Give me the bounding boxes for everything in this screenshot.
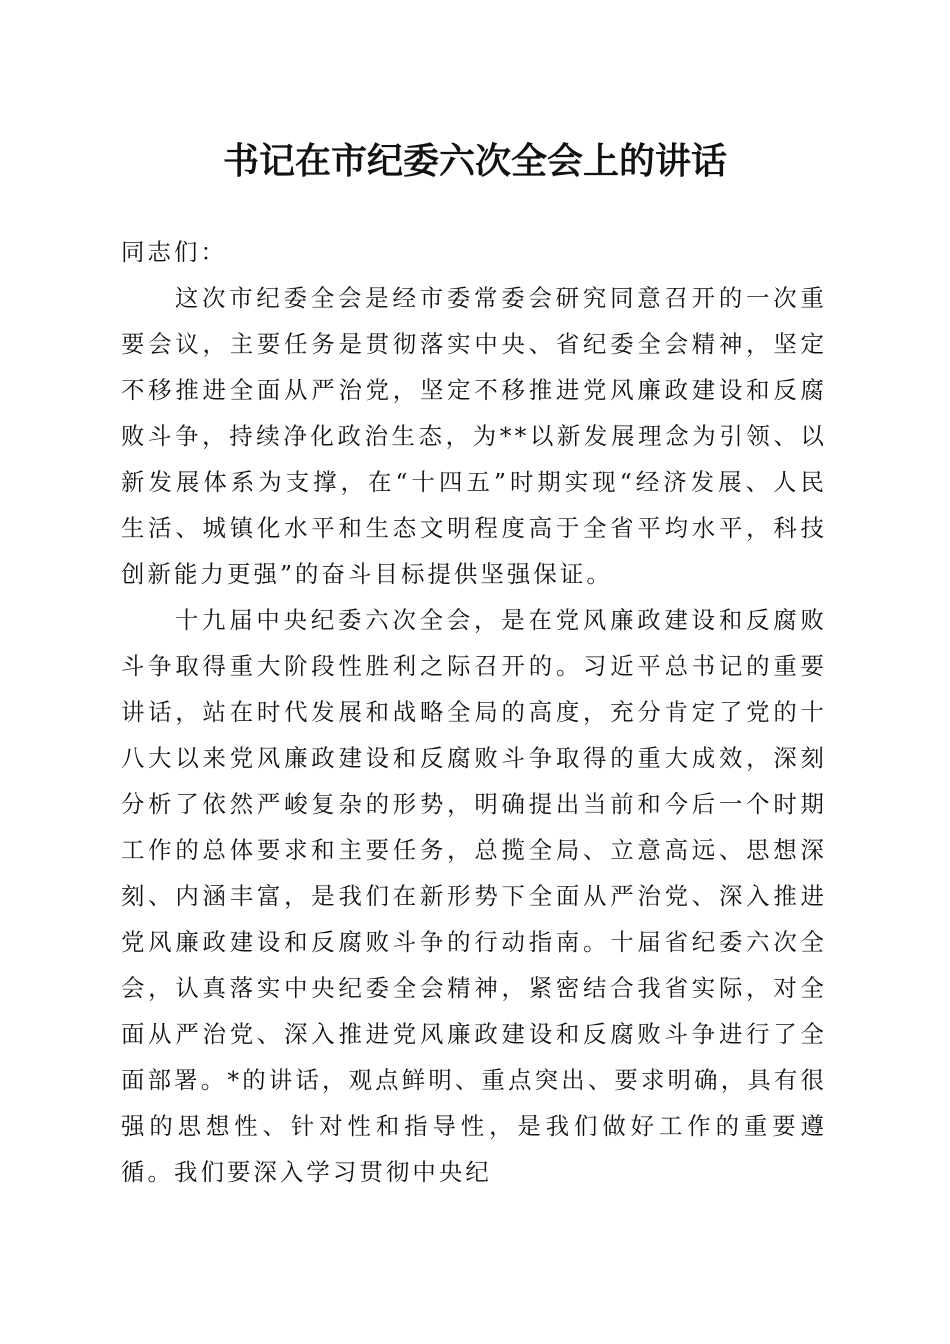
paragraph: 这次市纪委全会是经市委常委会研究同意召开的一次重要会议，主要任务是贯彻落实中央、省纪委全会精神，坚定不移推进全面从严治党，坚定不移推进党风廉政建设和反腐败斗争，持续净化政治生态，为**以新发展理念为引领、以新发展体系为支撑，在“十四五”时期实现“经济发展、人民生活、城镇化水平和生态文明程度高于全省平均水平，科技创新能力更强”的奋斗目标提供坚强保证。 xyxy=(121,284,827,588)
paragraph: 十九届中央纪委六次全会，是在党风廉政建设和反腐败斗争取得重大阶段性胜利之际召开的。习近平总书记的重要讲话，站在时代发展和战略全局的高度，充分肯定了党的十八大以来党风廉政建设和反腐败斗争取得的重大成效，深刻分析了依然严峻复杂的形势，明确提出当前和今后一个时期工作的总体要求和主要任务，总揽全局、立意高远、思想深刻、内涵丰富，是我们在新形势下全面从严治党、深入推进党风廉政建设和反腐败斗争的行动指南。十届省纪委六次全会，认真落实中央纪委全会精神，紧密结合我省实际，对全面从严治党、深入推进党风廉政建设和反腐败斗争进行了全面部署。*的讲话，观点鲜明、重点突出、要求明确，具有很强的思想性、针对性和指导性，是我们做好工作的重要遵循。我们要深入学习贯彻中央纪 xyxy=(121,606,827,1186)
document-title: 书记在市纪委六次全会上的讲话 xyxy=(222,140,727,182)
salutation: 同志们： xyxy=(121,238,227,266)
document-body xyxy=(121,229,827,1195)
